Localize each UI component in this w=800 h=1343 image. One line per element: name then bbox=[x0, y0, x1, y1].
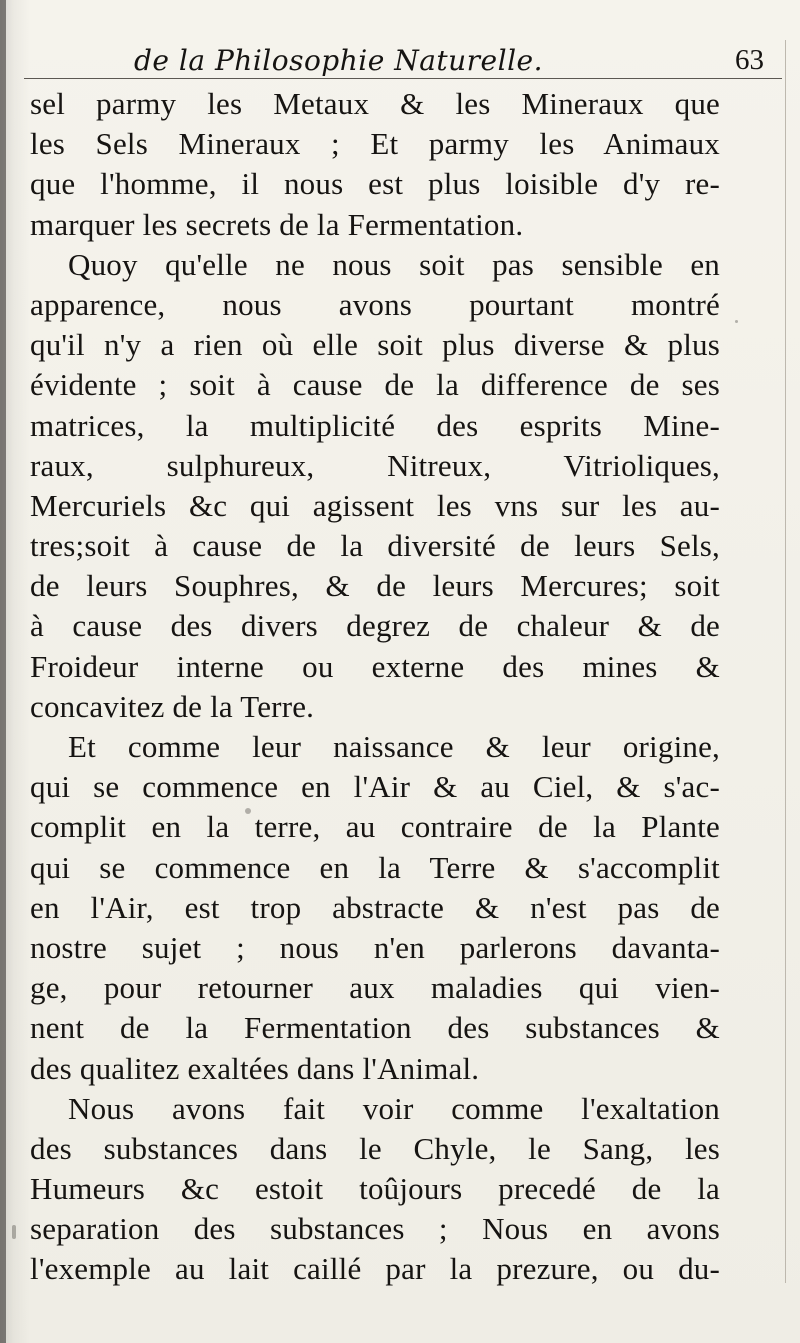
text-line: separation des substances ; Nous en avons bbox=[30, 1211, 720, 1247]
text-line: apparence, nous avons pourtant montré bbox=[30, 286, 720, 322]
page-header bbox=[24, 40, 782, 80]
text-line: tres;soit à cause de la diversité de leurs Sels, bbox=[30, 528, 720, 564]
text-line: qu'il n'y a rien où elle soit plus diverse & plus bbox=[30, 327, 720, 363]
text-line: nent de la Fermentation des substances & bbox=[30, 1010, 720, 1046]
text-line: à cause des divers degrez de chaleur & de bbox=[30, 608, 720, 644]
page-number: 63 bbox=[735, 44, 764, 76]
header-rule bbox=[24, 78, 782, 79]
text-line: ge, pour retourner aux maladies qui vien- bbox=[30, 970, 720, 1006]
text-line: de leurs Souphres, & de leurs Mercures; soit bbox=[30, 568, 720, 604]
ink-speck bbox=[12, 1225, 16, 1239]
text-line: complit en la terre, au contraire de la Plante bbox=[30, 809, 720, 845]
text-line: en l'Air, est trop abstracte & n'est pas de bbox=[30, 889, 720, 925]
body-text bbox=[30, 84, 720, 1290]
text-line: évidente ; soit à cause de la difference de ses bbox=[30, 367, 720, 403]
text-line: matrices, la multiplicité des esprits Mine- bbox=[30, 407, 720, 443]
text-line: concavitez de la Terre. bbox=[30, 688, 315, 724]
text-line: qui se commence en l'Air & au Ciel, & s'ac- bbox=[30, 769, 720, 805]
text-line: nostre sujet ; nous n'en parlerons davanta- bbox=[30, 929, 720, 965]
text-line: Humeurs &c estoit toûjours precedé de la bbox=[30, 1171, 720, 1207]
page-margin-rule bbox=[785, 40, 786, 1283]
text-line: Mercuriels &c qui agissent les vns sur les au- bbox=[30, 487, 720, 523]
text-line: des qualitez exaltées dans l'Animal. bbox=[30, 1050, 480, 1086]
text-line: qui se commence en la Terre & s'accomplit bbox=[30, 849, 720, 885]
binding-edge bbox=[0, 0, 6, 1343]
text-line: des substances dans le Chyle, le Sang, les bbox=[30, 1130, 720, 1166]
ink-speck bbox=[245, 808, 251, 814]
text-line: Et comme leur naissance & leur origine, bbox=[68, 729, 720, 764]
text-line: Quoy qu'elle ne nous soit pas sensible en bbox=[68, 246, 720, 282]
text-line: sel parmy les Metaux & les Mineraux que bbox=[30, 86, 720, 121]
text-line: les Sels Mineraux ; Et parmy les Animaux bbox=[30, 126, 720, 162]
text-line: Froideur interne ou externe des mines & bbox=[30, 648, 720, 684]
text-line: l'exemple au lait caillé par la prezure, ou du- bbox=[30, 1251, 720, 1287]
text-line: Nous avons fait voir comme l'exaltation bbox=[68, 1090, 720, 1126]
ink-speck bbox=[735, 320, 738, 323]
running-head: de la Philosophie Naturelle. bbox=[134, 44, 544, 77]
text-line: marquer les secrets de la Fermentation. bbox=[30, 206, 524, 242]
text-line: raux, sulphureux, Nitreux, Vitrioliques, bbox=[30, 447, 720, 483]
text-line: que l'homme, il nous est plus loisible d'y re- bbox=[30, 166, 720, 202]
